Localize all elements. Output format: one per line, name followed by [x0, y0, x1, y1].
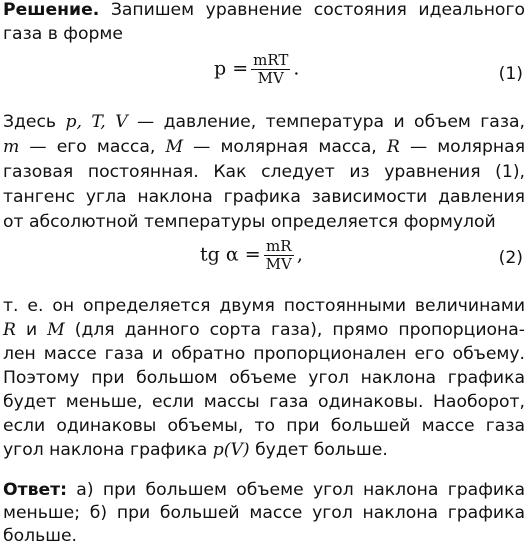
- text-line-11: Поэтому при большом объеме угол наклона графика: [3, 368, 525, 388]
- answer-label: Ответ:: [3, 480, 67, 500]
- answer-line-3: больше.: [3, 526, 77, 546]
- answer-line-1: Ответ: а) при большем объеме угол наклона графика: [3, 480, 525, 500]
- text-line-10: лен массе газа и обратно пропорционален его объему.: [3, 344, 525, 364]
- solution-label: Решение.: [3, 0, 100, 20]
- text-line-6: тангенс угла наклона графика зависимости давления: [3, 187, 525, 207]
- text-line-7: от абсолютной температуры определяется формулой: [3, 212, 496, 232]
- equation-1: p = $\frac{\text{mRT}}{MV}$ .: [214, 51, 300, 87]
- text-line-1: Решение. Запишем уравнение состояния идеального: [3, 0, 525, 20]
- text-line-13: если одинаковы объемы, то при большей массе газа: [3, 416, 525, 436]
- text-line-14: угол наклона графика p(V) будет больше.: [3, 440, 388, 460]
- answer-line-2: меньше; б) при большей массе угол наклона графика: [3, 503, 525, 523]
- text-line-2: газа в форме: [3, 24, 123, 44]
- equation-2-number: (2): [498, 248, 523, 268]
- equation-2: tg α = $\frac{mR}{MV}$ ,: [200, 237, 303, 273]
- text-line-9: R и M (для данного сорта газа), прямо пропорциона-: [3, 320, 526, 340]
- equation-2-fraction: $\frac{mR}{MV}$: [265, 237, 292, 273]
- text-line-12: будет меньше, если массы газа одинаковы. Наоборот,: [3, 392, 525, 412]
- text-line-3: Здесь p, T, V — давление, температура и объем газа,: [3, 112, 525, 132]
- equation-1-fraction: $\frac{\text{mRT}}{MV}$: [253, 51, 289, 87]
- text-line-8: т. е. он определяется двумя постоянными величинами: [3, 296, 525, 316]
- text-line-5: газовая постоянная. Как следует из уравнения (1),: [3, 162, 525, 182]
- equation-1-number: (1): [498, 64, 523, 84]
- text-line-4: m — его масса, M — молярная масса, R — молярная: [3, 137, 526, 157]
